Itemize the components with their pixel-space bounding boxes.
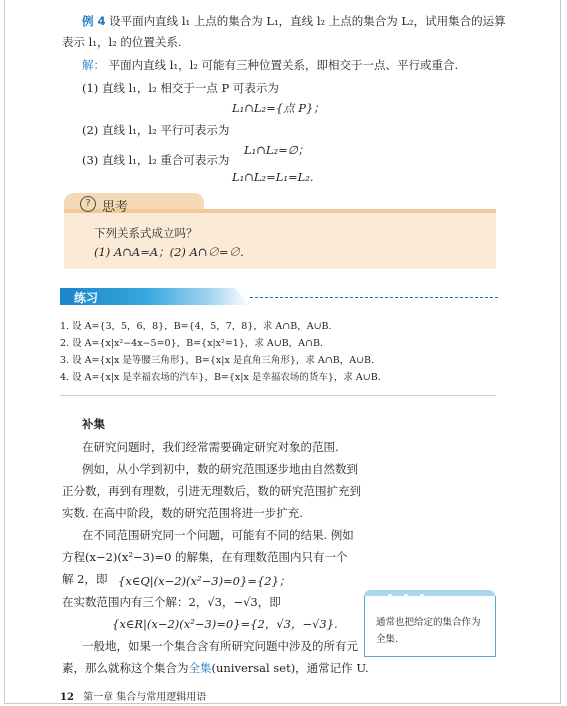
para-5-line-2	[62, 660, 369, 676]
para-3-line-3: 解 2，即	[62, 572, 108, 586]
example-label: 例 4	[82, 14, 106, 28]
case-1: (1) 直线 l₁，l₂ 相交于一点 P 可表示为	[82, 81, 279, 95]
chapter-title: 第一章 集合与常用逻辑用语	[83, 692, 207, 703]
solution-line	[82, 57, 458, 73]
question-icon: ?	[80, 196, 96, 212]
practice-title: 练习	[74, 291, 99, 305]
think-question: 下列关系式成立吗？	[94, 226, 198, 240]
para-2-line-2: 正分数，再到有理数，引进无理数后，数的研究范围扩充到	[62, 484, 361, 498]
solution-label: 解：	[82, 58, 105, 72]
case-3: (3) 直线 l₁，l₂ 重合可表示为	[82, 153, 230, 167]
case-3-formula: L₁∩L₂=L₁=L₂.	[232, 170, 314, 184]
universal-set-term: 全集	[188, 661, 212, 675]
solution-text: 平面内直线 l₁，l₂ 可能有三种位置关系，即相交于一点、平行或重合.	[108, 58, 459, 72]
page-number: 12	[60, 692, 74, 703]
formula-real: {x∈R|(x−2)(x²−3)=0}={2，√3，−√3}.	[112, 617, 338, 631]
practice-dashed-line	[250, 297, 498, 298]
para-5-text-b: (universal set)，通常记作 U.	[211, 661, 369, 675]
para-4-line-1: 在实数范围内有三个解：2，√3，−√3，即	[62, 595, 281, 609]
section-heading: 补集	[82, 417, 105, 431]
practice-item-2: 2. 设 A={x|x²−4x−5=0}，B={x|x²=1}，求 A∪B，A∩B.	[60, 338, 324, 349]
case-2: (2) 直线 l₁，l₂ 平行可表示为	[82, 123, 230, 137]
practice-item-1: 1. 设 A={3，5，6，8}，B={4，5，7，8}，求 A∩B，A∪B.	[60, 321, 332, 332]
para-5-line-1: 一般地，如果一个集合含有所研究问题中涉及的所有元	[82, 639, 358, 653]
case-1-formula: L₁∩L₂={点 P}；	[232, 101, 325, 115]
case-2-formula: L₁∩L₂=∅；	[244, 143, 310, 157]
example-text-1: 设平面内直线 l₁ 上点的集合为 L₁，直线 l₂ 上点的集合为 L₂，试用集合的运算	[109, 14, 506, 28]
para-5-text-a: 素，那么就称这个集合为	[62, 661, 189, 675]
practice-item-4: 4. 设 A={x|x 是幸福农场的汽车}，B={x|x 是幸福农场的货车}，求 A∪B.	[60, 372, 381, 383]
formula-rational: {x∈Q|(x−2)(x²−3)=0}={2}；	[118, 574, 291, 588]
think-formulas: (1) A∩A=A；(2) A∩∅=∅.	[94, 245, 244, 259]
page-footer	[60, 688, 206, 703]
para-3-line-2: 方程(x−2)(x²−3)=0 的解集，在有理数范围内只有一个	[62, 550, 348, 564]
para-2-line-1: 例如，从小学到初中，数的研究范围逐步地由自然数到	[82, 462, 358, 476]
practice-item-3: 3. 设 A={x|x 是等腰三角形}，B={x|x 是直角三角形}，求 A∩B，A∪B.	[60, 355, 375, 366]
example-line-1	[82, 13, 506, 29]
think-title: 思考	[102, 200, 129, 215]
para-2-line-3: 实数. 在高中阶段，数的研究范围将进一步扩充.	[62, 506, 303, 520]
para-3-line-1: 在不同范围研究同一个问题，可能有不同的结果. 例如	[82, 528, 354, 542]
side-note-text: 通常也把给定的集合作为全集.	[376, 617, 481, 645]
example-line-2: 表示 l₁，l₂ 的位置关系.	[62, 35, 182, 49]
section-divider	[60, 395, 496, 396]
para-1-line-1: 在研究问题时，我们经常需要确定研究对象的范围.	[82, 440, 339, 454]
